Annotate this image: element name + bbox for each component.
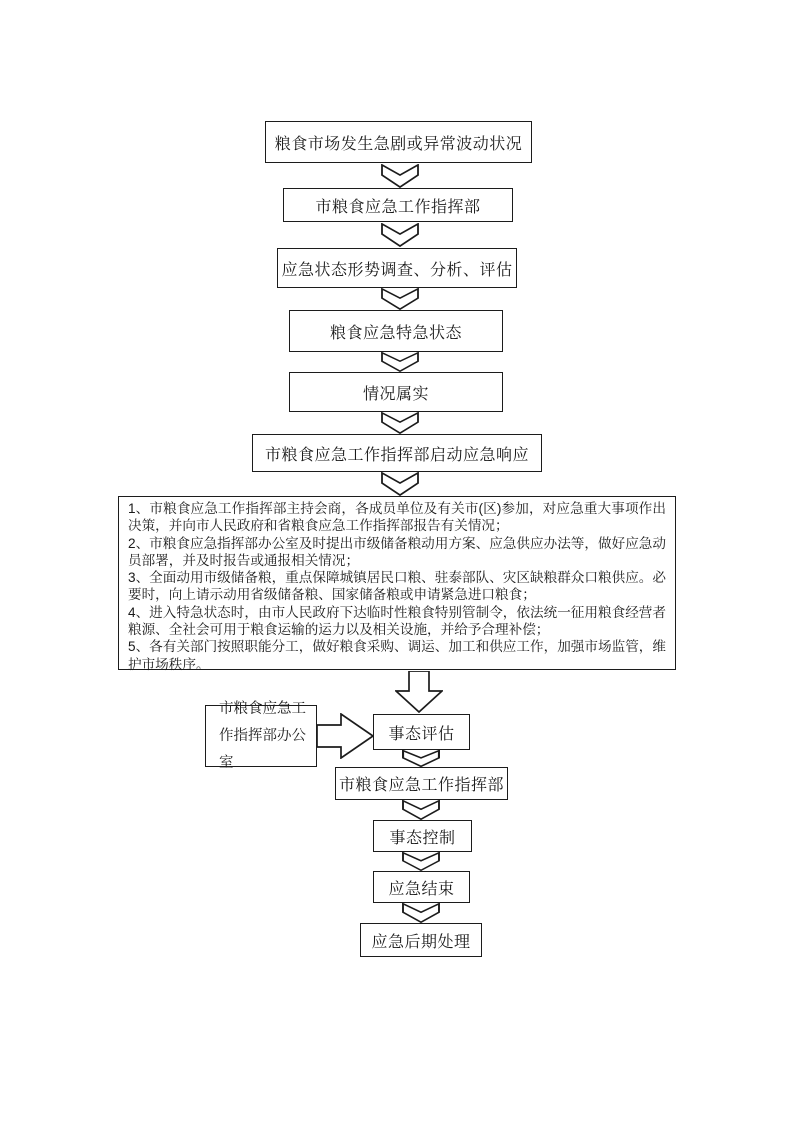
flow-node-command-center (283, 188, 513, 222)
flow-node-label: 市粮食应急工作指挥部 (338, 777, 504, 794)
chevron-down-arrow-icon (381, 472, 419, 496)
chevron-down-arrow-icon (402, 903, 440, 923)
chevron-down-arrow-icon (381, 223, 419, 247)
flow-node-situation-assessment (373, 714, 470, 750)
chevron-down-arrow-icon (381, 412, 419, 434)
flow-node-command-center-2 (335, 767, 508, 800)
chevron-down-arrow-icon (402, 800, 440, 820)
flow-node-activate-response (252, 434, 542, 472)
chevron-down-arrow-icon (381, 164, 419, 188)
flow-node-post-emergency-handling (360, 923, 482, 957)
flow-node-situation-investigation (277, 248, 517, 288)
response-measures-box (118, 496, 676, 670)
block-down-arrow-icon (395, 671, 443, 713)
flow-node-situation-confirmed (289, 372, 503, 412)
measure-item: 4、进入特急状态时，由市人民政府下达临时性粮食特别管制令，依法统一征用粮食经营者粮源、全社会可用于粮食运输的运力以及相关设施，并给予合理补偿； (128, 604, 666, 638)
measure-item: 1、市粮食应急工作指挥部主持会商，各成员单位及有关市(区)参加，对应急重大事项作出决策，并向市人民政府和省粮食应急工作指挥部报告有关情况； (128, 501, 666, 534)
flow-node-market-fluctuation (265, 121, 532, 163)
flow-node-extreme-emergency-state (289, 310, 503, 352)
flow-node-label: 事态评估 (388, 725, 455, 743)
flow-node-label: 事态控制 (389, 829, 456, 847)
chevron-down-arrow-icon (381, 288, 419, 310)
measure-item: 5、各有关部门按照职能分工，做好粮食采购、调运、加工和供应工作，加强市场监管，维护市场秩序。 (128, 639, 666, 672)
flow-node-situation-control (373, 820, 472, 852)
flow-node-label: 市粮食应急工作指挥部启动应急响应 (264, 446, 529, 464)
chevron-down-arrow-icon (402, 852, 440, 871)
flow-node-label: 市粮食应急工作指挥部 (315, 198, 481, 216)
chevron-down-arrow-icon (381, 352, 419, 372)
block-right-arrow-icon (317, 713, 374, 759)
measure-item: 2、市粮食应急指挥部办公室及时提出市级储备粮动用方案、应急供应办法等，做好应急动员部署，并及时报告或通报相关情况； (128, 535, 666, 568)
flow-node-command-office (205, 700, 317, 771)
measure-item: 3、全面动用市级储备粮，重点保障城镇居民口粮、驻泰部队、灾区缺粮群众口粮供应。必要时，向上请示动用省级储备粮、国家储备粮或申请紧急进口粮食； (128, 570, 666, 603)
flow-node-label: 情况属实 (362, 385, 429, 403)
flow-node-label: 粮食市场发生急剧或异常波动状况 (274, 135, 523, 153)
flow-node-label: 应急结束 (388, 880, 455, 898)
flow-node-label: 应急后期处理 (371, 933, 471, 951)
flow-node-label: 应急状态形势调查、分析、评估 (281, 261, 513, 279)
flow-node-emergency-end (373, 871, 470, 903)
chevron-down-arrow-icon (402, 750, 440, 767)
flow-node-label: 市粮食应急工作指挥部办公室 (219, 700, 306, 771)
flow-node-label: 粮食应急特急状态 (329, 324, 462, 342)
